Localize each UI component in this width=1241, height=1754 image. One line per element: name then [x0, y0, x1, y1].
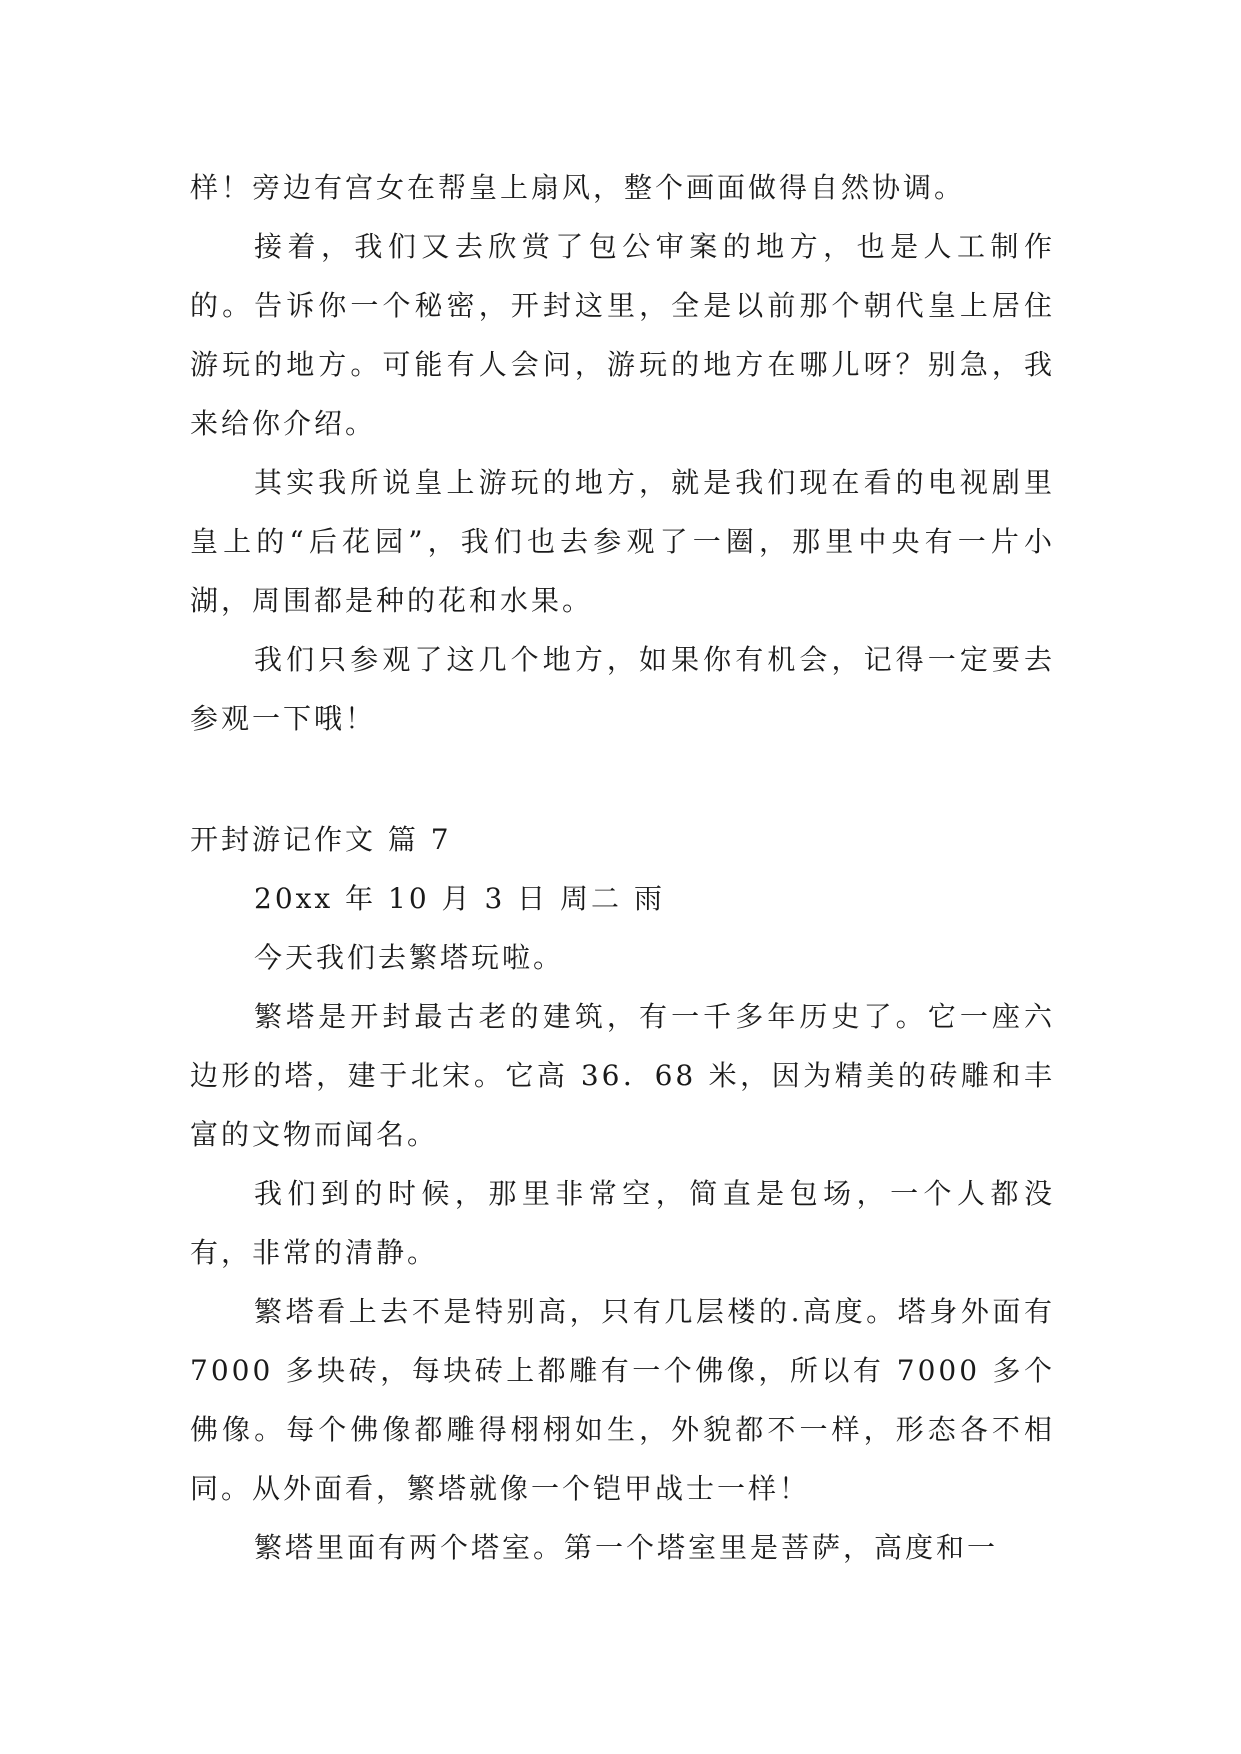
date-line: 20xx 年 10 月 3 日 周二 雨 [254, 882, 665, 915]
paragraph-3: 其实我所说皇上游玩的地方，就是我们现在看的电视剧里皇上的“后花园”，我们也去参观了一圈，那里中央有一片小湖，周围都是种的花和水果。 [190, 466, 1055, 617]
paragraph-7: 我们到的时候，那里非常空，简直是包场，一个人都没有，非常的清静。 [190, 1177, 1055, 1269]
paragraph-5: 今天我们去繁塔玩啦。 [254, 941, 565, 974]
paragraph-6: 繁塔是开封最古老的建筑，有一千多年历史了。它一座六边形的塔，建于北宋。它高 36．68 米，因为精美的砖雕和丰富的文物而闻名。 [190, 1000, 1055, 1151]
section-heading: 开封游记作文 篇 7 [190, 823, 452, 856]
paragraph-4: 我们只参观了这几个地方，如果你有机会，记得一定要去参观一下哦！ [190, 643, 1055, 735]
document-body [190, 158, 1055, 1577]
paragraph-2: 接着，我们又去欣赏了包公审案的地方，也是人工制作的。告诉你一个秘密，开封这里，全是以前那个朝代皇上居住游玩的地方。可能有人会问，游玩的地方在哪儿呀？别急，我来给你介绍。 [190, 230, 1055, 440]
paragraph-8: 繁塔看上去不是特别高，只有几层楼的.高度。塔身外面有 7000 多块砖，每块砖上都雕有一个佛像，所以有 7000 多个佛像。每个佛像都雕得栩栩如生，外貌都不一样，形态各不相同。从外面看，繁塔就像一个铠甲战士一样！ [190, 1295, 1055, 1505]
paragraph-1: 样！旁边有宫女在帮皇上扇风，整个画面做得自然协调。 [190, 171, 966, 204]
paragraph-9: 繁塔里面有两个塔室。第一个塔室里是菩萨，高度和一 [254, 1531, 999, 1564]
